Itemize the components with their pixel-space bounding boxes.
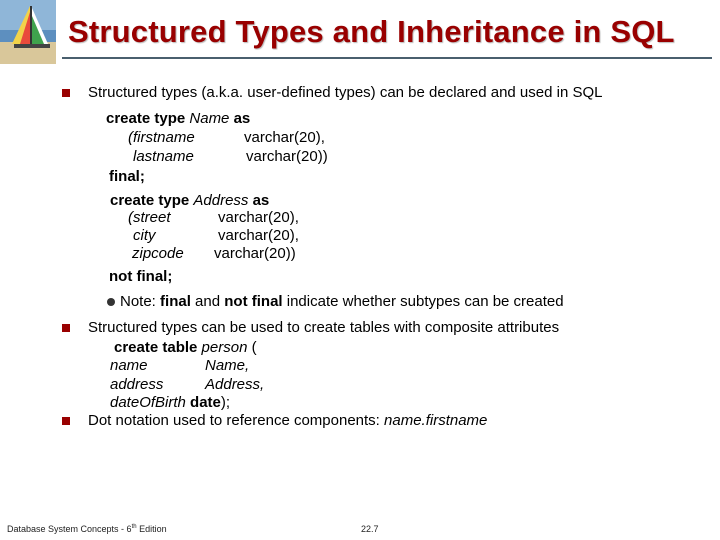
bullet-3-example: name.firstname	[384, 412, 488, 429]
attr-type: varchar(20))	[214, 245, 296, 262]
bullet-1-part: ) can be declared and used in SQL	[370, 84, 603, 101]
table-name: person	[201, 339, 248, 356]
bullet-marker	[62, 417, 70, 425]
type-name: Address	[193, 192, 249, 209]
keyword: create type	[110, 192, 194, 209]
note-part: indicate whether subtypes can be created	[282, 293, 564, 310]
code-address-line-4-type	[214, 245, 296, 263]
code-address-line-1	[110, 192, 269, 210]
code-table-line-3-attr: address	[110, 376, 164, 393]
code-table-line-2-type: Name,	[205, 357, 250, 374]
sailboat-icon	[0, 0, 56, 64]
code-table-line-3-type: Address,	[205, 376, 265, 393]
keyword: create table	[114, 339, 202, 356]
footer-course	[7, 524, 167, 534]
note-part: Note:	[120, 293, 161, 310]
footer-text: Edition	[136, 524, 167, 534]
code-name-line-2-type	[244, 129, 325, 147]
code-name-line-4: final;	[109, 168, 145, 185]
code-name-line-1	[106, 110, 250, 128]
attr-type: varchar(20),	[244, 129, 325, 146]
bullet-1-part: (a.k.a.	[197, 84, 248, 101]
bullet-marker	[62, 89, 70, 97]
attr-name: zipcode	[132, 245, 184, 262]
page-number: 22.7	[361, 524, 379, 534]
code-name-line-3-type	[246, 148, 328, 166]
code-address-line-4-attr	[132, 245, 184, 263]
bullet-1-part: Structured types	[88, 84, 198, 101]
code-name-line-3-attr	[133, 148, 194, 166]
bullet-1-text	[88, 84, 602, 102]
attr-name: (firstname	[128, 129, 195, 146]
code-address-line-3-attr	[133, 227, 156, 245]
code-table-line-1	[114, 339, 257, 357]
sub-bullet-marker	[107, 298, 115, 306]
attr-name: (street	[128, 209, 171, 226]
keyword: as	[248, 192, 270, 209]
note-text	[120, 293, 564, 311]
note-keyword: final	[160, 293, 191, 310]
code-table-line-2-attr: name	[110, 357, 148, 374]
note-part: and	[190, 293, 225, 310]
attr-type: varchar(20))	[246, 148, 328, 165]
paren: (	[247, 339, 257, 356]
bullet-marker	[62, 324, 70, 332]
code-address-line-5: not final;	[109, 268, 173, 285]
slide-title: Structured Types and Inheritance in SQL	[68, 14, 675, 49]
note-keyword: not final	[224, 293, 283, 310]
keyword: date	[185, 394, 221, 411]
bullet-3-text	[88, 412, 487, 430]
footer-sup: th	[131, 524, 137, 530]
code-table-line-4	[110, 394, 230, 412]
code-address-line-3-type	[218, 227, 299, 245]
bullet-2-text: Structured types can be used to create tables with composite attributes	[88, 319, 560, 336]
type-name: Name	[189, 110, 230, 127]
code-address-line-2-type	[218, 209, 299, 227]
attr-name: city	[133, 227, 156, 244]
attr-name: lastname	[133, 148, 194, 165]
footer-text: Database System Concepts - 6	[7, 524, 132, 534]
code-name-line-2-attr	[128, 129, 195, 147]
keyword: as	[229, 110, 251, 127]
attr-type: varchar(20),	[218, 227, 299, 244]
paren: );	[220, 394, 231, 411]
attr-type: varchar(20),	[218, 209, 299, 226]
bullet-3-part: Dot notation used to reference components:	[88, 412, 385, 429]
title-divider	[62, 57, 712, 59]
keyword: create type	[106, 110, 190, 127]
bullet-1-part: user-defined types	[247, 84, 371, 101]
code-address-line-2-attr	[128, 209, 171, 227]
attr-name: dateOfBirth	[110, 394, 186, 411]
